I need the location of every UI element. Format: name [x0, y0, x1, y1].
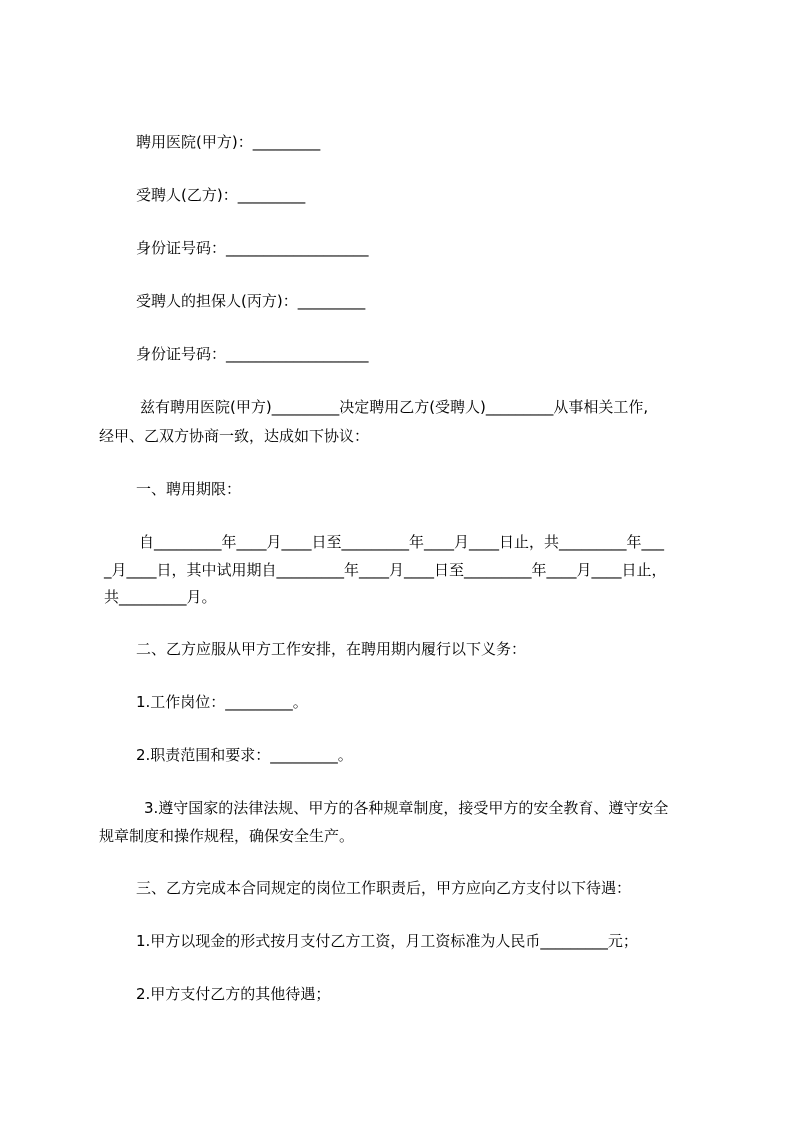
benefit-item-2: 2.甲方支付乙方的其他待遇；: [136, 985, 331, 1003]
section-1-title: 一、聘用期限：: [136, 480, 242, 498]
term-paragraph-line-1: 自_________年____月____日至_________年____月____日止，共_________年___: [139, 533, 665, 551]
hospital-party-a-line: 聘用医院(甲方)：_________: [136, 133, 321, 151]
term-paragraph-line-2: _月____日，其中试用期自_________年____月____日至_________年____月____日止，: [104, 561, 667, 579]
section-3-title: 三、乙方完成本合同规定的岗位工作职责后，甲方应向乙方支付以下待遇：: [136, 879, 632, 897]
duty-item-2: 2.职责范围和要求：_________。: [136, 746, 353, 764]
benefit-item-1: 1.甲方以现金的形式按月支付乙方工资，月工资标准为人民币_________元；: [136, 932, 638, 950]
duty-item-3-line-1: 3.遵守国家的法律法规、甲方的各种规章制度，接受甲方的安全教育、遵守安全: [144, 799, 669, 817]
guarantor-id-number-line: 身份证号码：___________________: [136, 345, 369, 363]
employee-party-b-line: 受聘人(乙方)：_________: [136, 186, 306, 204]
duty-item-3-line-2: 规章制度和操作规程，确保安全生产。: [99, 827, 355, 845]
section-2-title: 二、乙方应服从甲方工作安排，在聘用期内履行以下义务：: [136, 640, 527, 658]
intro-paragraph-line-2: 经甲、乙双方协商一致，达成如下协议：: [99, 427, 370, 445]
id-number-line: 身份证号码：___________________: [136, 239, 369, 257]
intro-paragraph-line-1: 兹有聘用医院(甲方)_________决定聘用乙方(受聘人)_________从事相关工作,: [140, 398, 649, 416]
guarantor-party-c-line: 受聘人的担保人(丙方)：_________: [136, 292, 366, 310]
duty-item-1: 1.工作岗位：_________。: [136, 693, 308, 711]
term-paragraph-line-3: 共_________月。: [104, 588, 217, 606]
